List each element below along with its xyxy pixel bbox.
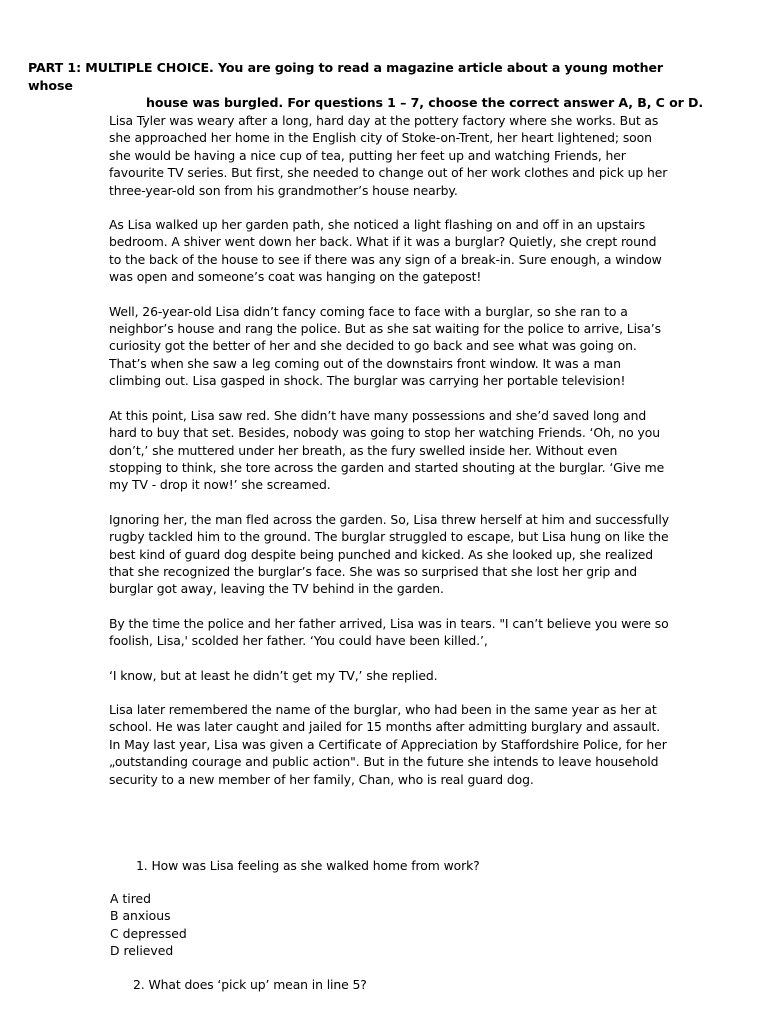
question-1-number: 1. bbox=[136, 858, 148, 873]
article-paragraph-5: Ignoring her, the man fled across the garden. So, Lisa threw herself at him and successfully rugby tackled him to the ground. The burglar struggled to escape, but Lisa hung on like the best kind of guard dog despite being punched and kicked. As she looked up, she realized that she recognized the burglar’s face. She was so surprised that she lost her grip and burglar got away, leaving the TV behind in the garden. bbox=[109, 511, 669, 597]
option-d: D relieved bbox=[110, 943, 174, 959]
question-1 bbox=[136, 857, 480, 874]
heading-line-1: PART 1: MULTIPLE CHOICE. You are going to read a magazine article about a young mother whose bbox=[28, 60, 664, 93]
question-1-options bbox=[110, 890, 187, 960]
option-c: C depressed bbox=[110, 925, 187, 941]
question-2-number: 2. bbox=[133, 977, 145, 992]
question-2-text: What does ‘pick up’ mean in line 5? bbox=[148, 977, 367, 992]
article-paragraph-1: Lisa Tyler was weary after a long, hard day at the pottery factory where she works. But as she approached her home in the English city of Stoke-on-Trent, her heart lightened; soon she would be having a nice cup of tea, putting her feet up and watching Friends, her favourite TV series. But first, she needed to change out of her work clothes and pick up her three-year-old son from his grandmother’s house nearby. bbox=[109, 113, 668, 198]
option-a: A tired bbox=[110, 891, 152, 906]
exercise-heading bbox=[28, 59, 708, 112]
article-paragraph-2: As Lisa walked up her garden path, she noticed a light flashing on and off in an upstairs bedroom. A shiver went down her back. What if it was a burglar? Quietly, she crept round to the back of the house to see if there was any sign of a break-in. Sure enough, a window was open and someone’s coat was hanging on the gatepost! bbox=[109, 217, 662, 285]
question-2 bbox=[133, 976, 367, 993]
question-1-text: How was Lisa feeling as she walked home from work? bbox=[151, 858, 480, 873]
article-paragraph-7: ‘I know, but at least he didn’t get my TV,’ she replied. bbox=[109, 667, 438, 683]
article-body bbox=[109, 112, 669, 788]
article-paragraph-3: Well, 26-year-old Lisa didn’t fancy coming face to face with a burglar, so she ran to a neighbor’s house and rang the police. But as she sat waiting for the police to arrive, Lisa’s curiosity got the better of her and she decided to go back and see what was going on. That’s when she saw a leg coming out of the downstairs front window. It was a man climbing out. Lisa gasped in shock. The burglar was carrying her portable television! bbox=[109, 303, 661, 389]
heading-line-2: house was burgled. For questions 1 – 7, choose the correct answer A, B, C or D. bbox=[146, 95, 704, 110]
article-paragraph-8: Lisa later remembered the name of the burglar, who had been in the same year as her at school. He was later caught and jailed for 15 months after admitting burglary and assault. In May last year, Lisa was given a Certificate of Appreciation by Staffordshire Police, for her „outstanding courage and public action". But in the future she intends to leave household security to a new member of her family, Chan, who is real guard dog. bbox=[109, 701, 667, 787]
option-b: B anxious bbox=[110, 908, 171, 924]
article-paragraph-6: By the time the police and her father arrived, Lisa was in tears. "I can’t believe you were so foolish, Lisa,' scolded her father. ‘You could have been killed.’, bbox=[109, 615, 669, 649]
article-paragraph-4: At this point, Lisa saw red. She didn’t have many possessions and she’d saved long and hard to buy that set. Besides, nobody was going to stop her watching Friends. ‘Oh, no you don’t,’ she muttered under her breath, as the fury swelled inside her. Without even stopping to think, she tore across the garden and started shouting at the burglar. ‘Give me my TV - drop it now!’ she screamed. bbox=[109, 407, 665, 493]
